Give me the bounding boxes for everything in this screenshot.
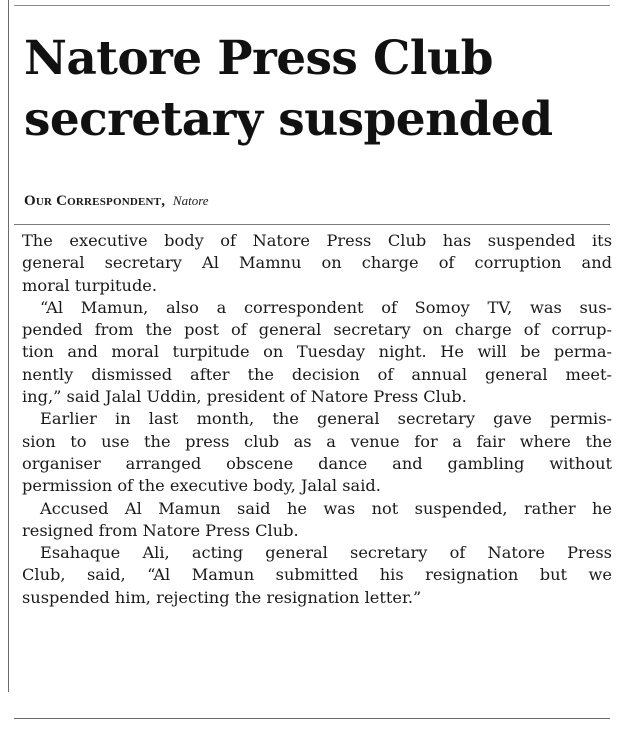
column-rule-bottom — [14, 718, 610, 719]
headline-line: Natore Press Club — [24, 31, 493, 86]
body-line: ing,” said Jalal Uddin, president of Natore Press Club. — [22, 387, 467, 407]
byline-name: Our Correspondent, — [24, 193, 166, 209]
body-line: moral turpitude. — [22, 275, 158, 295]
body-line: Club, said, “Al Mamun submitted his resignation but we — [22, 565, 612, 585]
body-line: organiser arranged obscene dance and gambling without — [22, 453, 612, 473]
headline-line: secretary suspended — [24, 92, 553, 147]
byline-place: Natore — [172, 193, 209, 208]
body-line: pended from the post of general secretary on charge of corrup- — [22, 320, 612, 340]
body-line: resigned from Natore Press Club. — [22, 520, 299, 540]
column-rule-left — [8, 0, 9, 692]
body-line: Accused Al Mamun said he was not suspended, rather he — [40, 498, 612, 518]
byline — [24, 191, 614, 211]
body-line: The executive body of Natore Press Club has suspended its — [22, 231, 612, 250]
body-line: sion to use the press club as a venue for a fair where the — [22, 431, 612, 451]
body-line: general secretary Al Mamnu on charge of corruption and — [22, 253, 612, 273]
body-line: suspended him, rejecting the resignation letter.” — [22, 587, 422, 607]
headline — [24, 28, 614, 150]
article-body — [22, 230, 612, 609]
body-line: Earlier in last month, the general secretary gave permis- — [40, 409, 612, 429]
column-rule-top — [14, 5, 610, 6]
byline-rule — [14, 224, 610, 225]
body-line: Esahaque Ali, acting general secretary of Natore Press — [40, 543, 612, 563]
body-line: tion and moral turpitude on Tuesday night. He will be perma- — [22, 342, 612, 362]
body-line: nently dismissed after the decision of annual general meet- — [22, 364, 612, 384]
body-line: “Al Mamun, also a correspondent of Somoy TV, was sus- — [40, 297, 612, 317]
body-line: permission of the executive body, Jalal said. — [22, 476, 381, 496]
